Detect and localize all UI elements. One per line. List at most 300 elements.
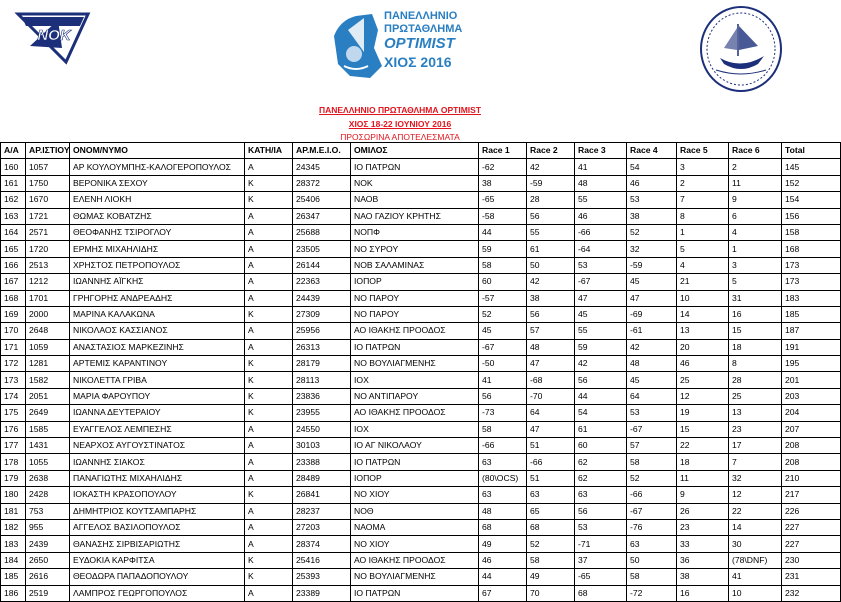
table-cell: ΝΟ ΠΑΡΟΥ	[351, 306, 479, 322]
table-cell: 227	[782, 519, 841, 535]
table-cell: 203	[782, 388, 841, 404]
table-cell: 173	[782, 274, 841, 290]
table-cell: ΧΡΗΣΤΟΣ ΠΕΤΡΟΠΟΥΛΟΣ	[70, 257, 245, 273]
table-row	[1, 519, 841, 535]
table-cell: 2051	[26, 388, 70, 404]
table-cell: 4	[677, 257, 729, 273]
table-cell: 5	[729, 274, 782, 290]
table-cell: 1720	[26, 241, 70, 257]
table-cell: 25	[729, 388, 782, 404]
table-cell: 4	[729, 224, 782, 240]
table-cell: ΙΟ ΠΑΤΡΩΝ	[351, 339, 479, 355]
table-cell: ΝΟΠΦ	[351, 224, 479, 240]
table-cell: 56	[575, 372, 627, 388]
table-cell: -70	[527, 388, 575, 404]
table-row	[1, 438, 841, 454]
table-cell: 59	[575, 339, 627, 355]
table-cell: 28	[527, 192, 575, 208]
table-cell: 68	[575, 585, 627, 601]
table-cell: 54	[627, 159, 677, 175]
table-cell: 49	[527, 569, 575, 585]
table-cell: 158	[782, 224, 841, 240]
club-logo	[14, 8, 92, 68]
table-cell: 173	[782, 257, 841, 273]
table-cell: 26313	[293, 339, 351, 355]
table-cell: -71	[575, 536, 627, 552]
table-cell: Κ	[245, 372, 293, 388]
table-cell: 68	[527, 519, 575, 535]
table-cell: 7	[729, 454, 782, 470]
table-cell: 25406	[293, 192, 351, 208]
table-cell: 27203	[293, 519, 351, 535]
table-cell: ΝΙΚΟΛΑΟΣ ΚΑΣΣΙΑΝΟΣ	[70, 323, 245, 339]
table-cell: 55	[575, 192, 627, 208]
table-body	[1, 159, 841, 602]
table-cell: 2571	[26, 224, 70, 240]
table-cell: 63	[575, 487, 627, 503]
table-cell: 52	[527, 536, 575, 552]
table-cell: 44	[479, 224, 527, 240]
table-cell: 13	[729, 405, 782, 421]
table-cell: ΑΟ ΙΘΑΚΗΣ ΠΡΟΟΔΟΣ	[351, 323, 479, 339]
table-cell: ΘΕΟΔΩΡΑ ΠΑΠΑΔΟΠΟΥΛΟΥ	[70, 569, 245, 585]
table-cell: Κ	[245, 487, 293, 503]
table-cell: 180	[1, 487, 26, 503]
table-cell: 45	[627, 372, 677, 388]
table-cell: 169	[1, 306, 26, 322]
table-cell: 232	[782, 585, 841, 601]
table-cell: 1670	[26, 192, 70, 208]
table-cell: 38	[677, 569, 729, 585]
table-cell: 67	[479, 585, 527, 601]
table-cell: Α	[245, 585, 293, 601]
table-cell: ΘΑΝΑΣΗΣ ΣΙΡΒΙΣΑΡΙΩΤΗΣ	[70, 536, 245, 552]
table-cell: 163	[1, 208, 26, 224]
table-cell: ΑΓΓΕΛΟΣ ΒΑΣΙΛΟΠΟΥΛΟΣ	[70, 519, 245, 535]
table-cell: 156	[782, 208, 841, 224]
table-row	[1, 241, 841, 257]
table-cell: 56	[575, 503, 627, 519]
table-cell: ΝΟΘ	[351, 503, 479, 519]
column-header: ΟΜΙΛΟΣ	[351, 143, 479, 159]
table-cell: 15	[677, 421, 729, 437]
table-cell: 46	[677, 356, 729, 372]
table-row	[1, 388, 841, 404]
table-cell: 1	[677, 224, 729, 240]
table-cell: ΓΡΗΓΟΡΗΣ ΑΝΔΡΕΑΔΗΣ	[70, 290, 245, 306]
table-cell: 50	[527, 257, 575, 273]
table-cell: (80\OCS)	[479, 470, 527, 486]
table-cell: 42	[575, 356, 627, 372]
table-cell: 56	[527, 208, 575, 224]
table-cell: -65	[575, 569, 627, 585]
table-cell: -62	[479, 159, 527, 175]
table-cell: 32	[729, 470, 782, 486]
column-header: ΚΑΤΗ/ΙΑ	[245, 143, 293, 159]
table-row	[1, 274, 841, 290]
table-cell: 145	[782, 159, 841, 175]
table-cell: ΜΑΡΙΑ ΦΑΡΟΥΠΟΥ	[70, 388, 245, 404]
table-cell: 49	[479, 536, 527, 552]
table-cell: 3	[677, 159, 729, 175]
table-row	[1, 585, 841, 601]
table-cell: 41	[479, 372, 527, 388]
table-cell: -76	[627, 519, 677, 535]
table-cell: Κ	[245, 306, 293, 322]
table-cell: 176	[1, 421, 26, 437]
table-cell: ΙΟΧ	[351, 421, 479, 437]
table-cell: 61	[575, 421, 627, 437]
table-cell: 51	[527, 438, 575, 454]
table-cell: ΑΟ ΙΘΑΚΗΣ ΠΡΟΟΔΟΣ	[351, 552, 479, 568]
table-cell: 168	[782, 241, 841, 257]
table-cell: Α	[245, 454, 293, 470]
table-row	[1, 569, 841, 585]
table-cell: Α	[245, 323, 293, 339]
table-cell: 46	[479, 552, 527, 568]
table-cell: 2428	[26, 487, 70, 503]
table-cell: 53	[627, 192, 677, 208]
table-cell: Α	[245, 290, 293, 306]
table-cell: Κ	[245, 192, 293, 208]
table-cell: 38	[527, 290, 575, 306]
table-row	[1, 306, 841, 322]
table-cell: 204	[782, 405, 841, 421]
table-cell: 2513	[26, 257, 70, 273]
table-cell: Α	[245, 274, 293, 290]
table-row	[1, 159, 841, 175]
table-cell: 23	[677, 519, 729, 535]
table-cell: ΝΟ ΣΥΡΟΥ	[351, 241, 479, 257]
table-cell: 185	[1, 569, 26, 585]
table-cell: 14	[729, 519, 782, 535]
table-cell: 63	[627, 536, 677, 552]
table-cell: ΝΟ ΠΑΡΟΥ	[351, 290, 479, 306]
table-cell: Κ	[245, 405, 293, 421]
table-cell: 54	[575, 405, 627, 421]
table-cell: 753	[26, 503, 70, 519]
seal-logo	[698, 4, 784, 94]
table-cell: 45	[627, 274, 677, 290]
table-cell: 172	[1, 356, 26, 372]
table-cell: Α	[245, 503, 293, 519]
table-cell: ΝΑΟΜΑ	[351, 519, 479, 535]
table-cell: -66	[627, 487, 677, 503]
table-cell: Α	[245, 438, 293, 454]
table-cell: -66	[479, 438, 527, 454]
table-cell: 182	[1, 519, 26, 535]
table-cell: 217	[782, 487, 841, 503]
table-cell: 22363	[293, 274, 351, 290]
table-cell: -58	[479, 208, 527, 224]
table-cell: 53	[627, 405, 677, 421]
table-cell: -67	[575, 274, 627, 290]
table-cell: 2649	[26, 405, 70, 421]
results-subtitle: ΠΡΟΣΩΡΙΝΑ ΑΠΟΤΕΛΕΣΜΑΤΑ	[340, 132, 460, 142]
table-cell: 1281	[26, 356, 70, 372]
table-cell: 61	[527, 241, 575, 257]
table-cell: ΒΕΡΟΝΙΚΑ ΣΕΧΟΥ	[70, 175, 245, 191]
table-cell: 208	[782, 438, 841, 454]
column-header: ΑΡ.ΙΣΤΙΟΥ	[26, 143, 70, 159]
table-cell: 6	[729, 208, 782, 224]
column-header: Race 2	[527, 143, 575, 159]
table-header-row	[1, 143, 841, 159]
table-cell: 10	[677, 290, 729, 306]
table-cell: ΙΟ ΠΑΤΡΩΝ	[351, 454, 479, 470]
table-row	[1, 339, 841, 355]
table-cell: 195	[782, 356, 841, 372]
table-cell: 25688	[293, 224, 351, 240]
table-cell: 14	[677, 306, 729, 322]
table-cell: 64	[527, 405, 575, 421]
table-cell: 154	[782, 192, 841, 208]
table-cell: 48	[627, 356, 677, 372]
table-cell: 166	[1, 257, 26, 273]
table-cell: ΙΩΑΝΝΗΣ ΣΙΑΚΟΣ	[70, 454, 245, 470]
table-cell: 63	[479, 487, 527, 503]
table-cell: ΝΟ ΧΙΟΥ	[351, 536, 479, 552]
table-cell: 28	[729, 372, 782, 388]
table-cell: 26347	[293, 208, 351, 224]
table-cell: Α	[245, 470, 293, 486]
table-cell: 24550	[293, 421, 351, 437]
table-cell: 177	[1, 438, 26, 454]
table-cell: 18	[677, 454, 729, 470]
table-cell: ΝΟ ΑΝΤΙΠΑΡΟΥ	[351, 388, 479, 404]
table-cell: 9	[729, 192, 782, 208]
table-cell: 171	[1, 339, 26, 355]
table-cell: 13	[677, 323, 729, 339]
table-cell: ΝΑΟΒ	[351, 192, 479, 208]
table-row	[1, 503, 841, 519]
table-cell: 22	[729, 503, 782, 519]
table-cell: 30	[729, 536, 782, 552]
table-cell: 1701	[26, 290, 70, 306]
table-row	[1, 323, 841, 339]
table-cell: 41	[729, 569, 782, 585]
event-logo-line1: ΠΑΝΕΛΛΗΝΙΟ	[384, 10, 458, 22]
table-cell: 20	[677, 339, 729, 355]
table-cell: 168	[1, 290, 26, 306]
table-cell: ΑΡΤΕΜΙΣ ΚΑΡΑΝΤΙΝΟΥ	[70, 356, 245, 372]
table-cell: 10	[729, 585, 782, 601]
table-cell: 186	[1, 585, 26, 601]
table-cell: 38	[627, 208, 677, 224]
table-cell: 1212	[26, 274, 70, 290]
table-cell: ΝΕΑΡΧΟΣ ΑΥΓΟΥΣΤΙΝΑΤΟΣ	[70, 438, 245, 454]
table-cell: ΜΑΡΙΝΑ ΚΑΛΑΚΩΝΑ	[70, 306, 245, 322]
table-cell: -65	[479, 192, 527, 208]
table-cell: 23836	[293, 388, 351, 404]
table-cell: 56	[479, 388, 527, 404]
table-cell: ΕΥΔΟΚΙΑ ΚΑΡΦΙΤΣΑ	[70, 552, 245, 568]
table-cell: ΙΩΑΝΝΑ ΔΕΥΤΕΡΑΙΟΥ	[70, 405, 245, 421]
table-cell: -57	[479, 290, 527, 306]
table-cell: 63	[527, 487, 575, 503]
table-cell: ΑΟ ΙΘΑΚΗΣ ΠΡΟΟΔΟΣ	[351, 405, 479, 421]
table-cell: ΑΝΑΣΤΑΣΙΟΣ ΜΑΡΚΕΖΙΝΗΣ	[70, 339, 245, 355]
event-logo-line3: OPTIMIST	[384, 35, 455, 52]
table-cell: Κ	[245, 175, 293, 191]
column-header: ΟΝΟΜ/ΝΥΜΟ	[70, 143, 245, 159]
table-cell: 65	[527, 503, 575, 519]
table-cell: 167	[1, 274, 26, 290]
table-cell: 31	[729, 290, 782, 306]
table-cell: 17	[729, 438, 782, 454]
table-cell: 46	[575, 208, 627, 224]
table-row	[1, 356, 841, 372]
table-cell: ΝΙΚΟΛΕΤΤΑ ΓΡΙΒΑ	[70, 372, 245, 388]
table-cell: ΠΑΝΑΓΙΩΤΗΣ ΜΙΧΑΗΛΙΔΗΣ	[70, 470, 245, 486]
table-cell: 22	[677, 438, 729, 454]
table-cell: -61	[627, 323, 677, 339]
table-cell: 12	[729, 487, 782, 503]
table-cell: Α	[245, 224, 293, 240]
table-cell: 152	[782, 175, 841, 191]
table-cell: 51	[527, 470, 575, 486]
column-header: Total	[782, 143, 841, 159]
table-cell: ΕΛΕΝΗ ΛΙΟΚΗ	[70, 192, 245, 208]
table-cell: 230	[782, 552, 841, 568]
table-cell: 46	[627, 175, 677, 191]
table-cell: ΝΟ ΒΟΥΛΙΑΓΜΕΝΗΣ	[351, 356, 479, 372]
table-row	[1, 470, 841, 486]
table-cell: 201	[782, 372, 841, 388]
table-cell: 44	[575, 388, 627, 404]
table-cell: 1	[729, 241, 782, 257]
table-cell: 42	[627, 339, 677, 355]
table-cell: 47	[527, 421, 575, 437]
table-cell: 227	[782, 536, 841, 552]
table-cell: 16	[729, 306, 782, 322]
table-cell: 25416	[293, 552, 351, 568]
table-cell: 53	[575, 257, 627, 273]
table-row	[1, 208, 841, 224]
table-cell: 62	[575, 454, 627, 470]
table-cell: 9	[677, 487, 729, 503]
table-row	[1, 454, 841, 470]
table-cell: 207	[782, 421, 841, 437]
column-header: Α/Α	[1, 143, 26, 159]
table-cell: 16	[677, 585, 729, 601]
column-header: Race 4	[627, 143, 677, 159]
table-cell: 23388	[293, 454, 351, 470]
table-cell: 5	[677, 241, 729, 257]
table-cell: 25393	[293, 569, 351, 585]
table-cell: 58	[627, 454, 677, 470]
table-cell: ΝΟ ΧΙΟΥ	[351, 487, 479, 503]
table-cell: 55	[575, 323, 627, 339]
table-cell: 2638	[26, 470, 70, 486]
table-row	[1, 257, 841, 273]
table-cell: 18	[729, 339, 782, 355]
table-cell: Α	[245, 421, 293, 437]
table-cell: 58	[479, 257, 527, 273]
table-cell: Κ	[245, 569, 293, 585]
table-cell: ΔΗΜΗΤΡΙΟΣ ΚΟΥΤΣΑΜΠΑΡΗΣ	[70, 503, 245, 519]
table-cell: 38	[479, 175, 527, 191]
page-header	[0, 0, 800, 100]
event-logo-line4: ΧΙΟΣ 2016	[384, 54, 452, 70]
table-cell: 1055	[26, 454, 70, 470]
table-cell: 57	[527, 323, 575, 339]
table-cell: 28489	[293, 470, 351, 486]
titles-block	[0, 100, 800, 143]
table-cell: 53	[575, 519, 627, 535]
table-cell: 183	[1, 536, 26, 552]
table-cell: 59	[479, 241, 527, 257]
table-cell: 2439	[26, 536, 70, 552]
table-cell: 23	[729, 421, 782, 437]
table-cell: 1431	[26, 438, 70, 454]
table-cell: 52	[627, 470, 677, 486]
table-cell: 181	[1, 503, 26, 519]
table-cell: -66	[527, 454, 575, 470]
table-cell: Κ	[245, 356, 293, 372]
table-cell: 48	[527, 339, 575, 355]
table-cell: 58	[479, 421, 527, 437]
table-cell: ΕΡΜΗΣ ΜΙΧΑΗΛΙΔΗΣ	[70, 241, 245, 257]
column-header: Race 6	[729, 143, 782, 159]
table-cell: 1750	[26, 175, 70, 191]
table-cell: 57	[627, 438, 677, 454]
table-cell: 45	[575, 306, 627, 322]
table-row	[1, 552, 841, 568]
table-cell: 60	[479, 274, 527, 290]
table-cell: ΝΟ ΒΟΥΛΙΑΓΜΕΝΗΣ	[351, 569, 479, 585]
table-cell: 7	[677, 192, 729, 208]
table-row	[1, 175, 841, 191]
table-cell: 955	[26, 519, 70, 535]
table-row	[1, 192, 841, 208]
table-row	[1, 224, 841, 240]
table-cell: 24345	[293, 159, 351, 175]
table-cell: 2616	[26, 569, 70, 585]
table-cell: 185	[782, 306, 841, 322]
table-cell: -59	[527, 175, 575, 191]
table-cell: -72	[627, 585, 677, 601]
table-cell: 183	[782, 290, 841, 306]
table-row	[1, 405, 841, 421]
table-cell: 45	[479, 323, 527, 339]
table-cell: 37	[575, 552, 627, 568]
table-cell: 56	[527, 306, 575, 322]
table-cell: ΙΟ ΠΑΤΡΩΝ	[351, 585, 479, 601]
table-cell: ΙΟ ΑΓ ΝΙΚΟΛΑΟΥ	[351, 438, 479, 454]
table-cell: 179	[1, 470, 26, 486]
table-cell: 165	[1, 241, 26, 257]
table-cell: Α	[245, 208, 293, 224]
table-cell: 210	[782, 470, 841, 486]
table-cell: 52	[627, 224, 677, 240]
table-cell: ΝΟΒ ΣΑΛΑΜΙΝΑΣ	[351, 257, 479, 273]
table-cell: 63	[479, 454, 527, 470]
table-cell: 47	[627, 290, 677, 306]
table-cell: ΙΟ ΠΑΤΡΩΝ	[351, 159, 479, 175]
table-cell: ΝΑΟ ΓΑΖΙΟΥ ΚΡΗΤΗΣ	[351, 208, 479, 224]
table-cell: 42	[527, 274, 575, 290]
table-cell: 42	[527, 159, 575, 175]
results-dates: ΧΙΟΣ 18-22 ΙΟΥΝΙΟΥ 2016	[348, 119, 452, 129]
table-cell: 25	[677, 372, 729, 388]
event-logo	[330, 8, 470, 80]
table-cell: 170	[1, 323, 26, 339]
table-cell: 60	[575, 438, 627, 454]
table-cell: ΛΑΜΠΡΟΣ ΓΕΩΡΓΟΠΟΥΛΟΣ	[70, 585, 245, 601]
table-cell: 11	[729, 175, 782, 191]
column-header: Race 3	[575, 143, 627, 159]
